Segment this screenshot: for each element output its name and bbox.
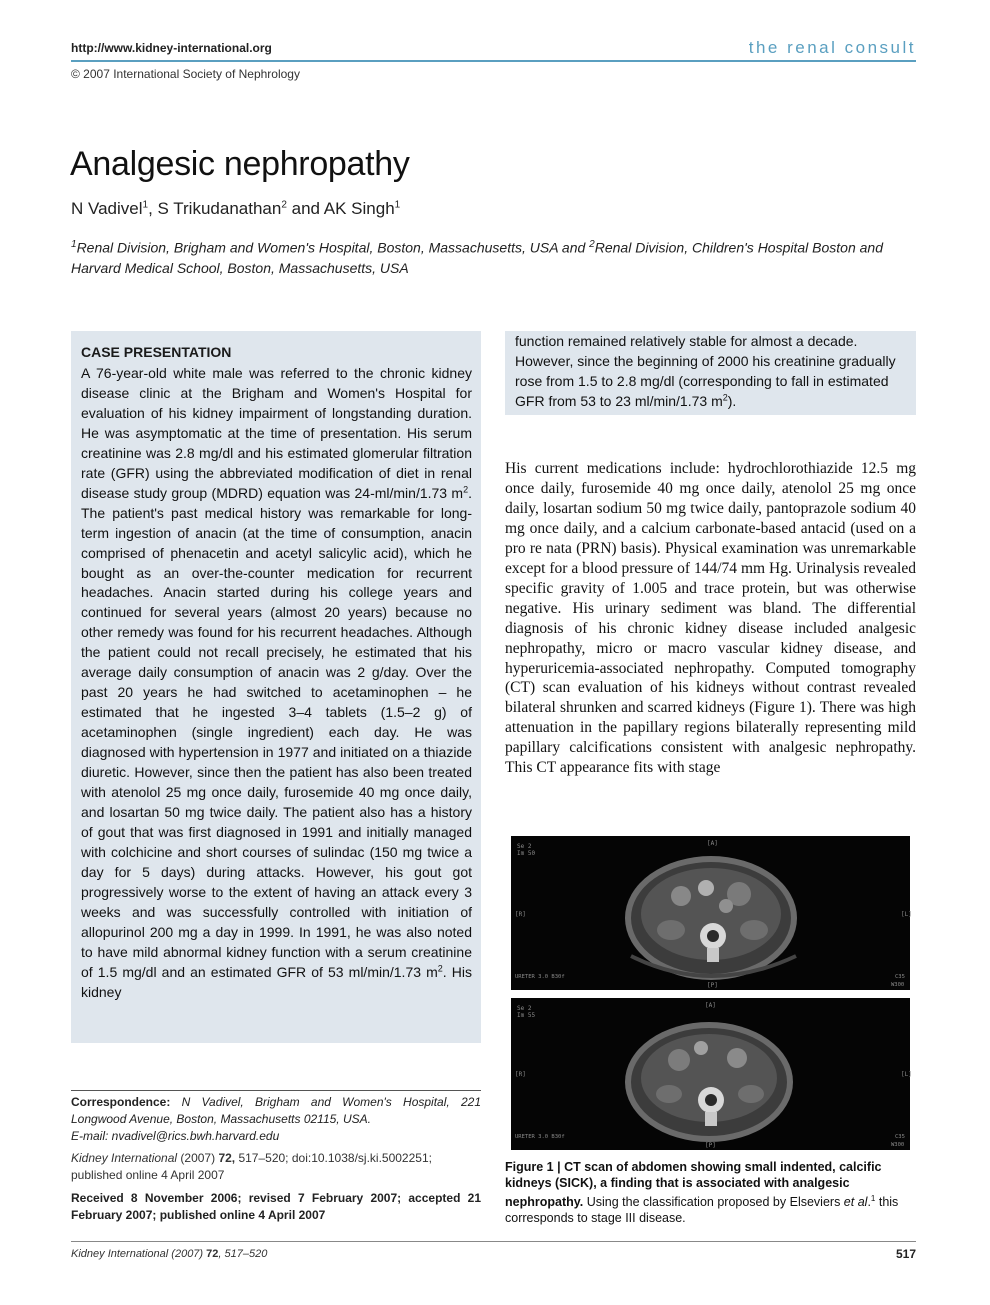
footer-year: (2007) [168, 1248, 207, 1260]
correspondence-label: Correspondence: [71, 1095, 171, 1109]
body-paragraph: His current medications include: hydrochlorothiazide 12.5 mg once daily, furosemide 40 mg once daily, atenolol 25 mg once daily, losartan sodium 50 mg twice daily, pantoprazole sodium 40 mg once daily, and a calcium carbonate-based antacid (used on a pro re nata (PRN) basis). Physical examination was unremarkable except for a blood pressure of 144/74 mm Hg. Urinalysis revealed specific gravity of 1.005 and trace protein, but was otherwise negative. His urinary sediment was bland. The differential diagnosis of his chronic kidney disease included analgesic nephropathy, micro or macro vascular kidney disease, and hyperuricemia-associated nephropathy. Computed tomography (CT) scan evaluation of his kidneys without contrast revealed bilateral shrunken and scarred kidneys (Figure 1). There was high attenuation in the papillary regions bilaterally representing mild papillary calcifications consistent with analgesic nephropathy. This CT appearance fits with stage [505, 460, 916, 777]
ct-label: C35 [895, 1134, 905, 1140]
journal-url[interactable]: http://www.kidney-international.org [71, 41, 272, 55]
author-name: S Trikudanathan [157, 199, 282, 218]
caption-etal: et al [843, 1195, 868, 1210]
correspondence-rule [71, 1090, 481, 1091]
ct-label: Im 55 [517, 1012, 536, 1019]
case-text [81, 364, 472, 1003]
ct-scan-image-1 [511, 836, 910, 990]
author-list [71, 199, 400, 219]
page-number: 517 [895, 1247, 916, 1261]
caption-ref[interactable]: 1 [870, 1194, 876, 1203]
ct-label: [R] [515, 1071, 526, 1078]
footer-journal: Kidney International [71, 1248, 169, 1260]
citation [71, 1150, 481, 1184]
case-text-a: A 76-year-old white male was referred to the chronic kidney disease clinic at the Brigham and Women's Hospital for evaluation of his kidney impairment of longstanding duration. He was asymptomatic at the time of presentation. His serum creatinine was 2.8 mg/dl and his estimated glomerular filtration rate (GFR) using the abbreviated modification of diet in renal disease study group (MDRD) equation was 24-ml/min/1.73 m [81, 365, 472, 501]
ct-scan-drawing-1 [511, 836, 910, 990]
footer-citation [71, 1248, 267, 1260]
cont-text-a: function remained relatively stable for almost a decade. However, since the beginning of 2000 his creatinine gradually rose from 1.5 to 2.8 mg/dl (corresponding to fall in estimated GFR from 53 to 23 ml/min/1.73 m [515, 333, 896, 409]
ct-label: C35 [895, 974, 905, 980]
case-sup: 2 [463, 484, 469, 495]
affiliation-2: Renal Division, Children's Hospital Boston and Harvard Medical School, Boston, Massachusetts, USA [71, 239, 883, 276]
author-sep: , [148, 199, 158, 218]
publication-history: Received 8 November 2006; revised 7 February 2007; accepted 21 February 2007; published online 4 April 2007 [71, 1191, 481, 1222]
footer-rule [71, 1241, 916, 1242]
ct-label: W300 [891, 982, 905, 988]
figure-caption [505, 1159, 916, 1226]
case-text-b: . The patient's past medical history was remarkable for long-term ingestion of anacin (at the time of consumption, anacin comprised of phenacetin and acetyl salicylic acid), which he bought as an over-the-counter medication for recurrent headaches. Anacin started during his college years and continued for several years (almost 20 years) because no other remedy was found for his recurrent headaches. Although the patient could not recall precisely, he estimated that his average daily consumption of anacin was 2 g/day. Over the past 20 years he had switched to acetaminophen – he estimated that he ingested 3–4 tablets (1.5–2 g) of acetaminophen (single ingredient) each day. He was diagnosed with hypertension in 1977 and initiated on a thiazide diuretic. However, since then the patient has also been treated with atenolol 25 mg once daily, furosemide 40 mg once daily, and losartan 50 mg twice daily. The patient also has a history of gout that was first diagnosed in 1991 and initially managed with colchicine and short courses of sulindac (150 mg twice a day for 5 days) during attacks. However, his gout got progressively worse to the extent of having an attack every 3 weeks and was successfully controlled with initiation of allopurinol 200 mg a day in 1999. In 1991, he was also noted to have mild abnormal kidney function with a serum creatinine of 1.5 mg/dl and an estimated GFR of 53 ml/min/1.73 m [81, 484, 472, 980]
ct-label: W300 [891, 1142, 905, 1148]
cont-text-b: ). [727, 393, 737, 409]
author-sup: 1 [394, 199, 401, 211]
ct-label: Se 2 [517, 1005, 532, 1012]
affil-sup: 2 [589, 239, 595, 250]
author-name: AK Singh [323, 199, 395, 218]
correspondence-text: N Vadivel, Brigham and Women's Hospital, 221 Longwood Avenue, Boston, Massachusetts 02115, USA. [71, 1095, 481, 1126]
citation-volume: 72, [218, 1151, 236, 1165]
ct-label: [L] [901, 911, 912, 918]
copyright: © 2007 International Society of Nephrology [71, 67, 300, 81]
ct-label: URETER 3.0 B30f [515, 1134, 565, 1140]
ct-label: [L] [901, 1071, 912, 1078]
caption-text: . [867, 1195, 871, 1210]
ct-label: URETER 3.0 B30f [515, 974, 565, 980]
affil-sup: 1 [71, 239, 77, 250]
figure-label: Figure 1 [505, 1160, 554, 1174]
ct-label: [A] [705, 1002, 716, 1009]
ct-label: [R] [515, 911, 526, 918]
ct-label: [P] [705, 1142, 716, 1149]
caption-text: this corresponds to stage III disease. [505, 1195, 899, 1226]
citation-journal: Kidney International [71, 1151, 178, 1165]
author-sep: and [286, 199, 324, 218]
affiliations [71, 235, 916, 278]
correspondence-email[interactable]: E-mail: nvadivel@rics.bwh.harvard.edu [71, 1129, 280, 1143]
caption-bold: CT scan of abdomen showing small indented, calcific kidneys (SICK), a finding that is associated with analgesic nephropathy. [505, 1160, 882, 1210]
correspondence [71, 1094, 481, 1145]
affiliation-1: Renal Division, Brigham and Women's Hospital, Boston, Massachusetts, USA and [76, 239, 590, 256]
figure-sep: | [553, 1160, 565, 1174]
section-tag: the renal consult [748, 38, 916, 57]
author-sup: 2 [281, 199, 287, 211]
ct-scan-drawing-2 [511, 998, 910, 1150]
author-name: N Vadivel [71, 199, 143, 218]
citation-rest: 517–520; doi:10.1038/sj.ki.5002251; published online 4 April 2007 [71, 1151, 432, 1182]
caption-text: Using the classification proposed by Elseviers [583, 1195, 844, 1210]
ct-label: Se 2 [517, 843, 532, 850]
case-heading: CASE PRESENTATION [81, 344, 232, 360]
footer-pages: , 517–520 [218, 1248, 268, 1260]
case-text-c: . His kidney [81, 963, 473, 1000]
case-sup: 2 [437, 962, 443, 973]
citation-year: (2007) [177, 1151, 219, 1165]
article-title: Analgesic nephropathy [70, 145, 410, 183]
header-rule [71, 60, 916, 62]
author-sup: 1 [142, 199, 149, 211]
footer-volume: 72 [206, 1248, 219, 1260]
ct-label: [P] [707, 982, 718, 989]
ct-label: Im 50 [517, 850, 536, 857]
cont-sup: 2 [722, 392, 728, 403]
case-continued-text [515, 331, 911, 411]
ct-label: [A] [707, 840, 718, 847]
ct-scan-image-2 [511, 998, 910, 1150]
